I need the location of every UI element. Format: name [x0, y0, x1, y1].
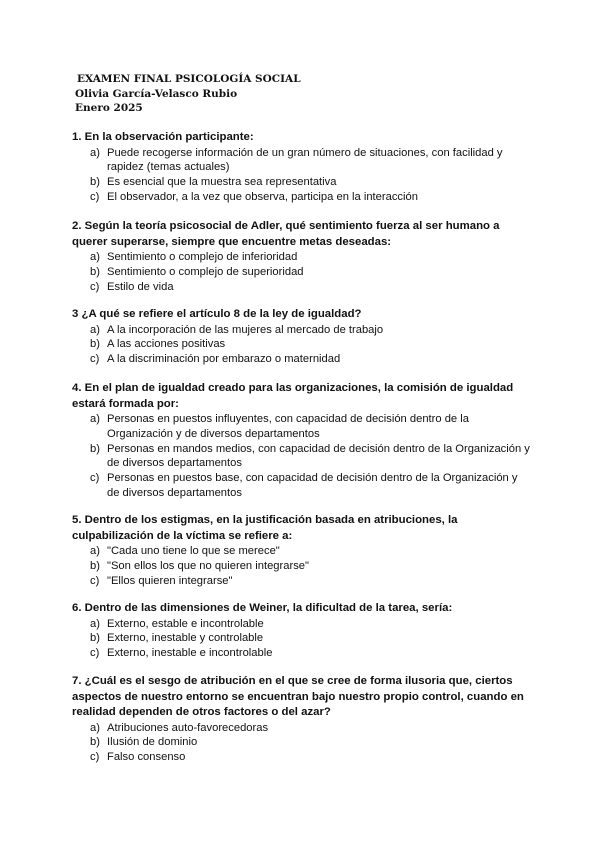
question-4-option-a — [72, 412, 532, 442]
option-text: Atribuciones auto-favorecedoras — [107, 721, 269, 734]
question-6-text: 6. Dentro de las dimensiones de Weiner, la dificultad de la tarea, sería: — [72, 602, 453, 614]
exam-author: Olivia García-Velasco Rubio — [75, 87, 238, 100]
option-text: "Ellos quieren integrarse" — [107, 574, 233, 587]
option-label: c) — [90, 751, 100, 764]
question-3-option-b — [72, 337, 532, 352]
question-3-option-c — [72, 352, 532, 367]
option-text: Personas en puestos base, con capacidad de decisión dentro de la Organización y de diversos departamentos — [107, 472, 518, 499]
question-2 — [72, 219, 532, 294]
question-2-text: 2. Según la teoría psicosocial de Adler, qué sentimiento fuerza al ser humano a querer superarse, siempre que encuentre metas deseadas: — [72, 220, 500, 248]
option-text: Falso consenso — [107, 751, 186, 764]
option-label: b) — [90, 442, 100, 455]
question-5 — [72, 513, 532, 588]
question-5-text: 5. Dentro de los estigmas, en la justificación basada en atribuciones, la culpabilización de la víctima se refiere a: — [72, 514, 458, 542]
question-4-option-b — [72, 442, 532, 472]
question-7-option-a — [72, 721, 532, 736]
question-2-option-c — [72, 280, 532, 295]
option-text: Puede recogerse información de un gran número de situaciones, con facilidad y rapidez (temas actuales) — [107, 146, 503, 174]
option-label: a) — [90, 146, 100, 159]
option-text: A la discriminación por embarazo o maternidad — [107, 353, 341, 366]
option-text: "Son ellos los que no quieren integrarse" — [107, 559, 309, 572]
question-7-text: 7. ¿Cuál es el sesgo de atribución en el que se cree de forma ilusoria que, ciertos aspectos de nuestro entorno se encuentran bajo nuestro propio control, cuando en realidad dependen de otros factores o del azar? — [72, 675, 524, 718]
option-text: Ilusión de dominio — [107, 736, 198, 749]
option-label: a) — [90, 251, 100, 263]
option-label: b) — [90, 176, 100, 189]
exam-header — [75, 72, 301, 116]
option-text: A las acciones positivas — [107, 338, 226, 351]
question-4-option-c — [72, 471, 532, 501]
option-text: Es esencial que la muestra sea representativa — [107, 176, 337, 189]
question-7-option-b — [72, 735, 532, 750]
option-label: c) — [90, 647, 100, 660]
question-3-option-a — [72, 323, 532, 338]
option-text: Externo, estable e incontrolable — [107, 617, 264, 630]
question-6-option-c — [72, 646, 532, 661]
option-text: Externo, inestable y controlable — [107, 632, 264, 645]
question-1-option-c — [72, 190, 532, 205]
option-label: a) — [90, 721, 100, 734]
option-text: Personas en mandos medios, con capacidad de decisión dentro de la Organización y de diversos departamentos — [107, 442, 530, 470]
question-4-text: 4. En el plan de igualdad creado para las organizaciones, la comisión de igualdad estará formada por: — [72, 382, 514, 410]
question-6-option-b — [72, 631, 532, 646]
option-label: a) — [90, 323, 100, 336]
option-label: a) — [90, 545, 100, 557]
question-3 — [72, 307, 532, 367]
question-7-option-c — [72, 750, 532, 765]
question-1-option-a — [72, 146, 532, 176]
option-label: b) — [90, 632, 100, 645]
option-text: El observador, a la vez que observa, participa en la interacción — [107, 190, 418, 203]
exam-title: EXAMEN FINAL PSICOLOGÍA SOCIAL — [77, 73, 301, 85]
question-7 — [72, 674, 532, 765]
option-text: Sentimiento o complejo de inferioridad — [107, 251, 298, 263]
question-6 — [72, 601, 532, 661]
option-text: "Cada uno tiene lo que se merece" — [107, 545, 280, 557]
option-label: a) — [90, 617, 100, 630]
option-text: Externo, inestable e incontrolable — [107, 647, 273, 660]
option-text: A la incorporación de las mujeres al mercado de trabajo — [107, 323, 384, 336]
option-label: b) — [90, 338, 100, 351]
question-4 — [72, 381, 532, 501]
question-6-option-a — [72, 617, 532, 632]
question-3-text: 3 ¿A qué se refiere el artículo 8 de la ley de igualdad? — [72, 308, 362, 320]
option-label: b) — [90, 736, 100, 749]
question-5-option-a — [72, 544, 532, 559]
option-label: c) — [90, 190, 100, 203]
question-5-option-c — [72, 574, 532, 589]
option-label: c) — [90, 472, 100, 485]
option-text: Personas en puestos influyentes, con capacidad de decisión dentro de la Organización y de diversos departamentos — [107, 413, 469, 440]
option-label: c) — [90, 353, 100, 366]
question-2-option-b — [72, 265, 532, 280]
option-label: c) — [90, 280, 100, 293]
option-label: c) — [90, 574, 100, 587]
question-1-text: 1. En la observación participante: — [72, 131, 254, 143]
option-label: b) — [90, 265, 100, 278]
option-label: b) — [90, 559, 100, 572]
question-2-option-a — [72, 250, 532, 265]
option-text: Sentimiento o complejo de superioridad — [107, 265, 304, 278]
option-label: a) — [90, 413, 100, 425]
question-1 — [72, 130, 532, 205]
question-1-option-b — [72, 175, 532, 190]
question-5-option-b — [72, 559, 532, 574]
exam-date: Enero 2025 — [75, 102, 143, 114]
option-text: Estilo de vida — [107, 280, 174, 293]
